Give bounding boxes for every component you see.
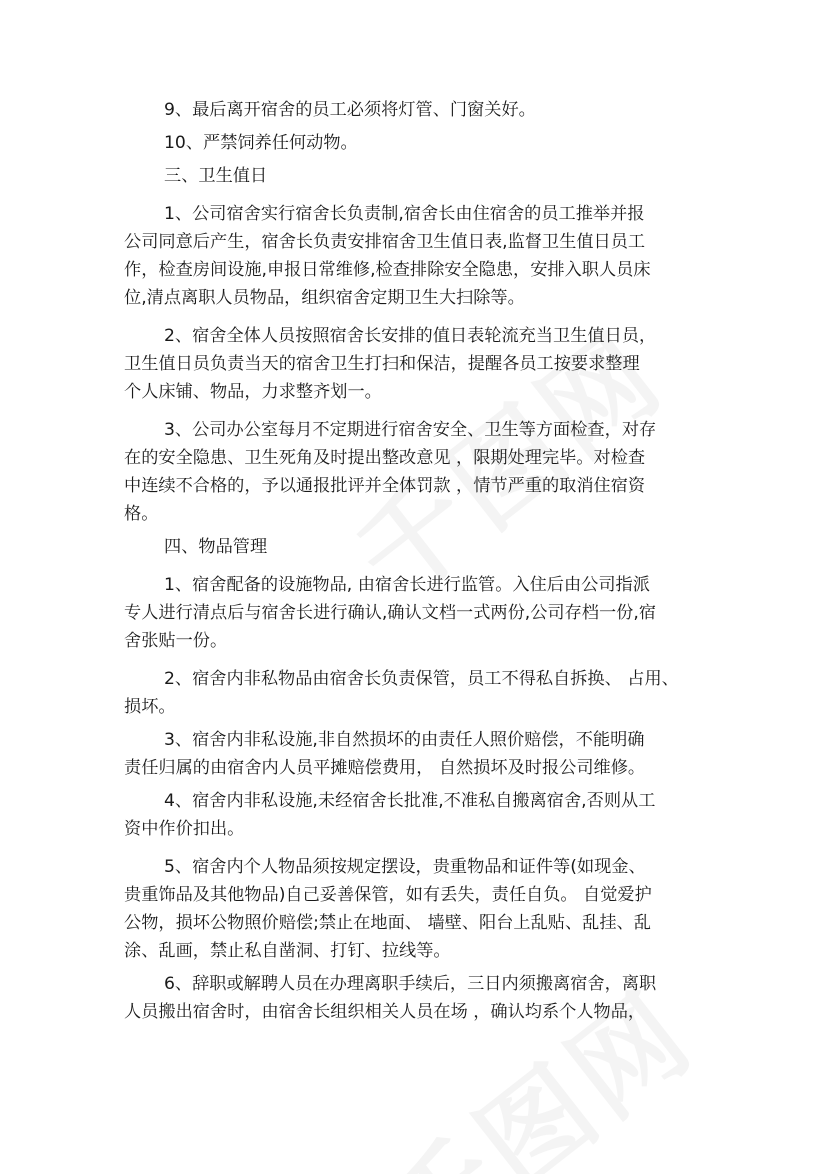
paragraph-line: 舍张贴一份。: [124, 631, 228, 651]
paragraph-line: 个人床铺、物品，力求整齐划一。: [124, 382, 382, 402]
paragraph-line: 3、公司办公室每月不定期进行宿舍安全、卫生等方面检查，对存: [164, 420, 657, 440]
paragraph-line: 损坏。: [124, 697, 176, 717]
paragraph-line: 在的安全隐患、卫生死角及时提出整改意见 ，限期处理完毕。对检查: [124, 448, 646, 468]
paragraph-line: 作，检查房间设施,申报日常维修,检查排除安全隐患，安排入职人员床: [124, 260, 651, 280]
document-body: [124, 96, 714, 1026]
paragraph-line: 公物，损坏公物照价赔偿;禁止在地面、 墙壁、阳台上乱贴、乱挂、乱: [124, 913, 651, 933]
paragraph-line: 涂、乱画，禁止私自凿洞、打钉、拉线等。: [124, 941, 451, 961]
paragraph-line: 6、辞职或解聘人员在办理离职手续后，三日内须搬离宿舍，离职: [164, 974, 657, 994]
paragraph-line: 资中作价扣出。: [124, 819, 245, 839]
paragraph-line: 中连续不合格的，予以通报批评并全体罚款 ，情节严重的取消住宿资: [124, 476, 646, 496]
paragraph-line: 4、宿舍内非私设施,未经宿舍长批准,不准私自搬离宿舍,否则从工: [164, 791, 656, 811]
paragraph-line: 1、公司宿舍实行宿舍长负责制,宿舍长由住宿舍的员工推举并报: [164, 204, 645, 224]
paragraph-line: 位,清点离职人员物品，组织宿舍定期卫生大扫除等。: [124, 288, 525, 308]
paragraph-line: 人员搬出宿舍时，由宿舍长组织相关人员在场 ，确认均系个人物品，: [124, 1002, 646, 1022]
rule-line: 9、最后离开宿舍的员工必须将灯管、门窗关好。: [164, 100, 536, 120]
paragraph-line: 2、宿舍内非私物品由宿舍长负责保管，员工不得私自拆换、 占用、: [164, 669, 679, 689]
paragraph-line: 公司同意后产生，宿舍长负责安排宿舍卫生值日表,监督卫生值日员工: [124, 232, 646, 252]
paragraph-line: 责任归属的由宿舍内人员平摊赔偿费用， 自然损坏及时报公司维修。: [124, 758, 646, 778]
section-heading: 四、物品管理: [164, 537, 268, 557]
paragraph-line: 卫生值日员负责当天的宿舍卫生打扫和保洁，提醒各员工按要求整理: [124, 354, 640, 374]
paragraph-line: 格。: [124, 504, 159, 524]
paragraph-line: 5、宿舍内个人物品须按规定摆设，贵重物品和证件等(如现金、: [164, 857, 646, 877]
paragraph-line: 1、宿舍配备的设施物品, 由宿舍长进行监管。入住后由公司指派: [164, 575, 650, 595]
rule-line: 10、严禁饲养任何动物。: [164, 133, 358, 153]
paragraph-line: 专人进行清点后与宿舍长进行确认,确认文档一式两份,公司存档一份,宿: [124, 603, 657, 623]
paragraph-line: 贵重饰品及其他物品)自己妥善保管，如有丢失，责任自负。 自觉爱护: [124, 885, 652, 905]
section-heading: 三、卫生值日: [164, 166, 268, 186]
paragraph-line: 2、宿舍全体人员按照宿舍长安排的值日表轮流充当卫生值日员，: [164, 326, 657, 346]
paragraph-line: 3、宿舍内非私设施,非自然损坏的由责任人照价赔偿，不能明确: [164, 730, 645, 750]
